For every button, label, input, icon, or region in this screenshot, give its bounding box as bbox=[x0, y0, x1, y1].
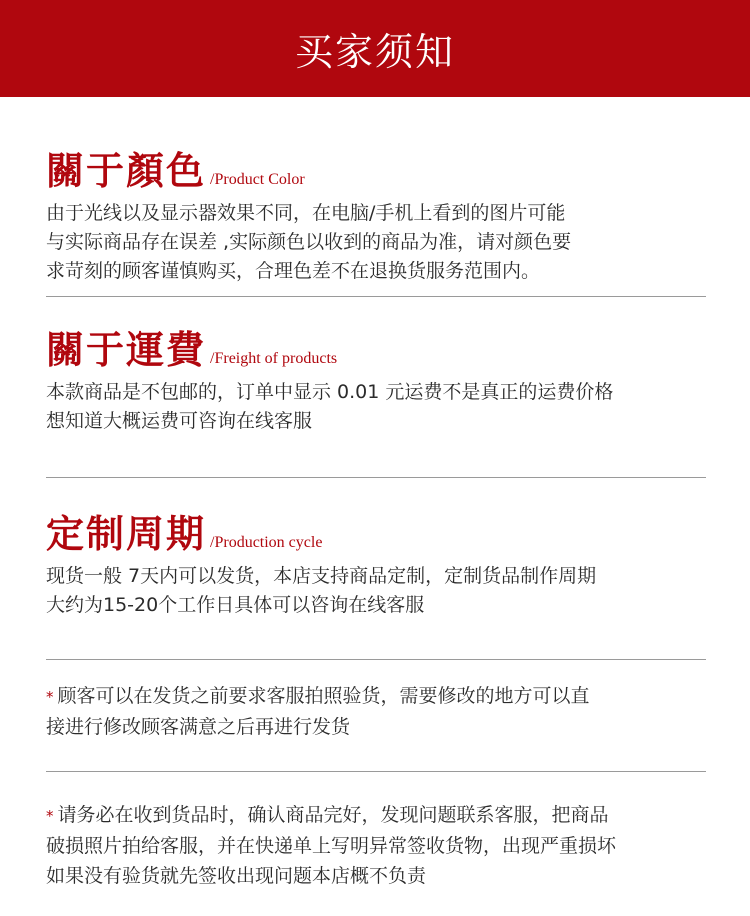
divider bbox=[46, 771, 706, 772]
note-text: 顾客可以在发货之前要求客服拍照验货，需要修改的地方可以直 接进行修改顾客满意之后再进行发货 bbox=[46, 685, 590, 738]
heading-title-en: /Freight of products bbox=[210, 350, 338, 367]
section-heading bbox=[46, 322, 706, 372]
note-item bbox=[46, 800, 706, 891]
header-banner bbox=[0, 0, 750, 97]
note-item bbox=[46, 681, 706, 742]
heading-title-cn: 關于顏色 bbox=[46, 148, 207, 193]
heading-title-cn: 定制周期 bbox=[46, 511, 207, 556]
asterisk-marker: * bbox=[46, 807, 54, 825]
divider bbox=[46, 477, 706, 478]
section-text: 现货一般 7天内可以发货，本店支持商品定制，定制货品制作周期 大约为15-20个工作日具体可以咨询在线客服 bbox=[46, 565, 597, 616]
section-heading bbox=[46, 143, 706, 193]
section-product-color bbox=[46, 143, 706, 286]
heading-title-en: /Production cycle bbox=[210, 534, 323, 551]
divider bbox=[46, 659, 706, 660]
heading-title-cn: 關于運費 bbox=[46, 327, 207, 372]
section-heading bbox=[46, 506, 706, 556]
section-text: 由于光线以及显示器效果不同，在电脑/手机上看到的图片可能 与实际商品存在误差 ,实际颜色以收到的商品为准，请对颜色要 求苛刻的顾客谨慎购买，合理色差不在退换货服务范围内。 bbox=[46, 202, 572, 282]
heading-title-en: /Product Color bbox=[210, 171, 305, 188]
section-freight bbox=[46, 322, 706, 436]
page-title: 买家须知 bbox=[294, 30, 455, 74]
section-text: 本款商品是不包邮的，订单中显示 0.01 元运费不是真正的运费价格 想知道大概运费可咨询在线客服 bbox=[46, 381, 614, 432]
section-production-cycle bbox=[46, 506, 706, 620]
divider bbox=[46, 296, 706, 297]
note-text: 请务必在收到货品时，确认商品完好，发现问题联系客服，把商品 破损照片拍给客服，并在快递单上写明异常签收货物，出现严重损坏 如果没有验货就先签收出现问题本店概不负责 bbox=[46, 804, 617, 887]
asterisk-marker: * bbox=[46, 688, 54, 706]
